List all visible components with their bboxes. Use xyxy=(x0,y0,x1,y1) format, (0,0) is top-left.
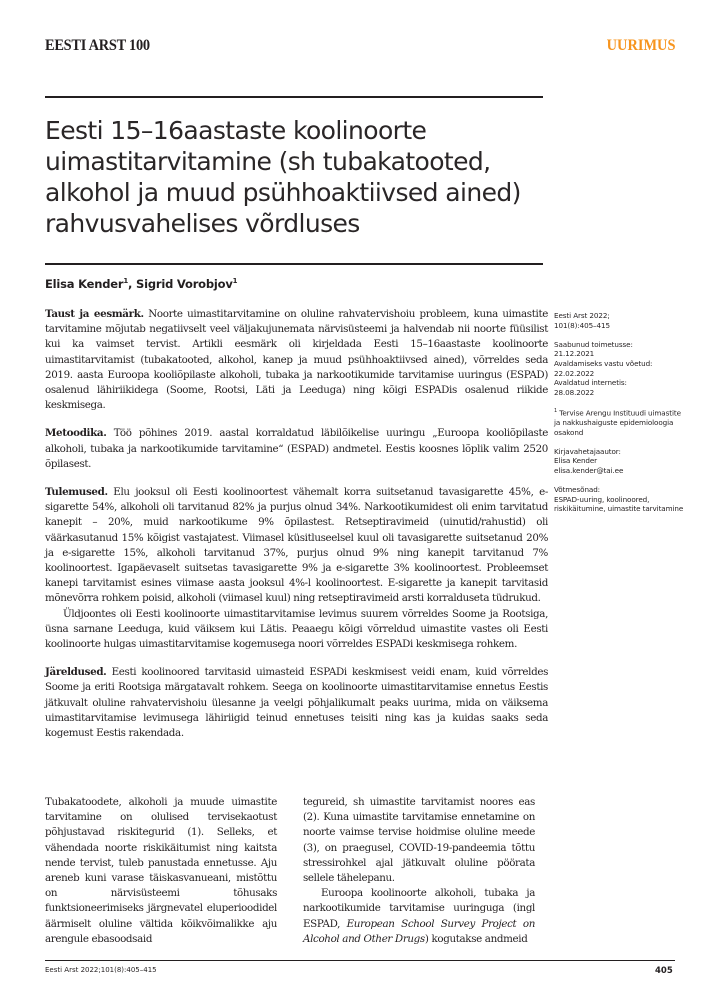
correspondence-block: Kirjavahetajaautor: Elisa Kender elisa.kender@tai.ee xyxy=(554,447,684,476)
abstract xyxy=(45,307,548,754)
affiliation-block: $^1$ Tervise Arengu Instituudi uimastite ja nakkushaiguste epidemioloogia osakond xyxy=(554,407,681,437)
author-name: Elisa Kender xyxy=(45,277,124,291)
abstract-background: Taust ja eesmärk. Noorte uimastitarvitamine on oluline rahvatervishoiu probleem, kuna uimastite tarvitamine mõjutab negatiivselt veel väljakujunemata närvisüsteemi ja halvendab nii noorte füüsilist kui ka vaimset tervist. Artikli eesmärk oli kirjeldada Eesti 15–16aastaste koolinoorte uimastitarvitamist (tubakatooted, alkohol, kanep ja muud psühhoaktiivsed ained), võrreldes seda 2019. aasta Euroopa kooliõpilaste alkoholi, tubaka ja narkootikumide tarvitamise uuringus (ESPAD) osalenud lähiriikidega (Soome, Rootsi, Läti ja Leeduga) ning kõigi ESPADis osalenud riikide keskmisega. xyxy=(45,308,548,412)
affiliation-mark: 1 xyxy=(123,277,129,286)
correspondence-email-link[interactable]: elisa.kender@tai.ee xyxy=(554,465,624,475)
abstract-methods: Metoodika. Töö põhines 2019. aastal korraldatud läbilõikelise uuringu „Euroopa kooliõpilaste alkoholi, tubaka ja narkootikumide tarvitamine“ (ESPAD) andmetel. Eestis koosnes lõplik valim 2520 õpilasest. xyxy=(45,427,548,470)
title-top-rule xyxy=(45,96,543,98)
keywords-block: Võtmesõnad: ESPAD-uuring, koolinoored, riskikäitumine, uimastite tarvitamine xyxy=(554,485,684,514)
author-name: Sigrid Vorobjov xyxy=(136,277,233,291)
author-list: Elisa Kender$^1$, Sigrid Vorobjov$^1$ xyxy=(45,277,238,291)
journal-running-head: EESTI ARST 100 xyxy=(45,37,150,54)
abstract-conclusions: Järeldused. Eesti koolinoored tarvitasid uimasteid ESPADi keskmisest veidi enam, kuid võrreldes Soome ja eriti Rootsiga märgatavalt rohkem. Seega on koolinoorte uimastitarvitamise ennetus Eestis jätkuvalt oluline rahvatervishoiu ülesanne ja veelgi põhjalikumalt peaks uurima, mida on väiksema uimastitarvitamise levimusega lähiriigid teinud ennetuses teisiti ning kas ja kuidas saaks seda kogemust Eestis rakendada. xyxy=(45,666,548,740)
dates-block: Saabunud toimetusse: 21.12.2021 Avaldamiseks vastu võetud: 22.02.2022 Avaldatud internetis: 28.08.2022 xyxy=(554,339,653,397)
section-label: Tulemused. xyxy=(45,486,108,499)
body-column-right xyxy=(303,795,535,947)
section-label: Taust ja eesmärk. xyxy=(45,308,144,320)
citation-block: Eesti Arst 2022; 101(8):405–415 xyxy=(554,311,610,330)
body-paragraph: Tubakatoodete, alkoholi ja muude uimastite tarvitamine on olulised tervisekaotust põhjustavad riskitegurid (1). Selleks, et vähendada noorte riskikäitumist ning kaitsta nende tervist, tuleb panustada ennetusse. Aju areneb kuni varase täiskasvanueani, mistõttu on närvisüsteemi tõhusaks funktsioneerimiseks järgnevatel eluperioodidel äärmiselt oluline vältida kõikvõimalikke aju arengule ebasoodsaid xyxy=(45,796,277,945)
section-label: Metoodika. xyxy=(45,427,107,440)
footer-rule xyxy=(45,960,675,961)
section-label: Järeldused. xyxy=(45,666,107,679)
body-paragraph: tegureid, sh uimastite tarvitamist noores eas (2). Kuna uimastite tarvitamise ennetamine on noorte vaimse tervise hoidmise oluline meede (3), on praegusel, COVID-19-pandeemia tõttu stressirohkel ajal jätkuvalt oluline pöörata sellele tähelepanu. xyxy=(303,796,535,885)
affiliation-mark: 1 xyxy=(232,277,238,286)
page-number: 405 xyxy=(655,966,673,976)
abstract-results-continuation: Üldjoontes oli Eesti koolinoorte uimastitarvitamise levimus suurem võrreldes Soome ja Rootsiga, üsna sarnane Leeduga, kuid väiksem kui Lätis. Peaaegu kõigi võrreldud uimastite vastes oli Eesti koolinoorte hulgas uimastitarvitamise kogemusega noori võrreldes ESPADi keskmisega rohkem. xyxy=(45,607,548,651)
section-label: UURIMUS xyxy=(606,37,675,54)
body-column-left xyxy=(45,795,277,947)
body-paragraph: Euroopa koolinoorte alkoholi, tubaka ja narkootikumide tarvitamise uuringuga (ingl ESPAD, European School Survey Project on Alcohol and Other Drugs) kogutakse andmeid xyxy=(303,887,535,945)
title-bottom-rule xyxy=(45,263,543,265)
article-metadata-sidebar xyxy=(554,311,684,523)
abstract-results: Tulemused. Elu jooksul oli Eesti koolinoortest vähemalt korra suitsetanud tavasigarette 45%, e-sigarette 54%, alkoholi oli tarvitanud 82% ja purjus olnud 34%. Narkootikumidest oli enim tarvitatud kanepit – 20%, muid narkootikume 9% õpilastest. Retseptiravimeid (uinutid/rahustid) oli väärkasutanud 15% kõigist vastajatest. Viimasel küsitluseelsel kuul oli tavasigarette suitsetanud 20% ja e-sigarette 15%, alkoholi tarvitanud 37%, purjus olnud 9% ning kanepit tarvitanud 7% koolinoortest. Igapäevaselt suitsetas tavasigarette 9% ja e-sigarette 3% koolinoortest. Probleemset kanepi tarvitamist esines viimase aasta jooksul 4%-l koolinoortest. E-sigarette ja kanepit tarvitasid mõnevõrra rohkem poisid, alkoholi (viimasel kuul) ning retseptiravimeid arsti korralduseta tüdrukud. xyxy=(45,486,548,605)
footer-citation: Eesti Arst 2022;101(8):405–415 xyxy=(45,966,157,974)
article-title: Eesti 15–16aastaste koolinoorte uimastitarvitamine (sh tubakatooted, alkohol ja muud psühhoaktiivsed ained) rahvusvahelises võrdluses xyxy=(45,116,521,238)
